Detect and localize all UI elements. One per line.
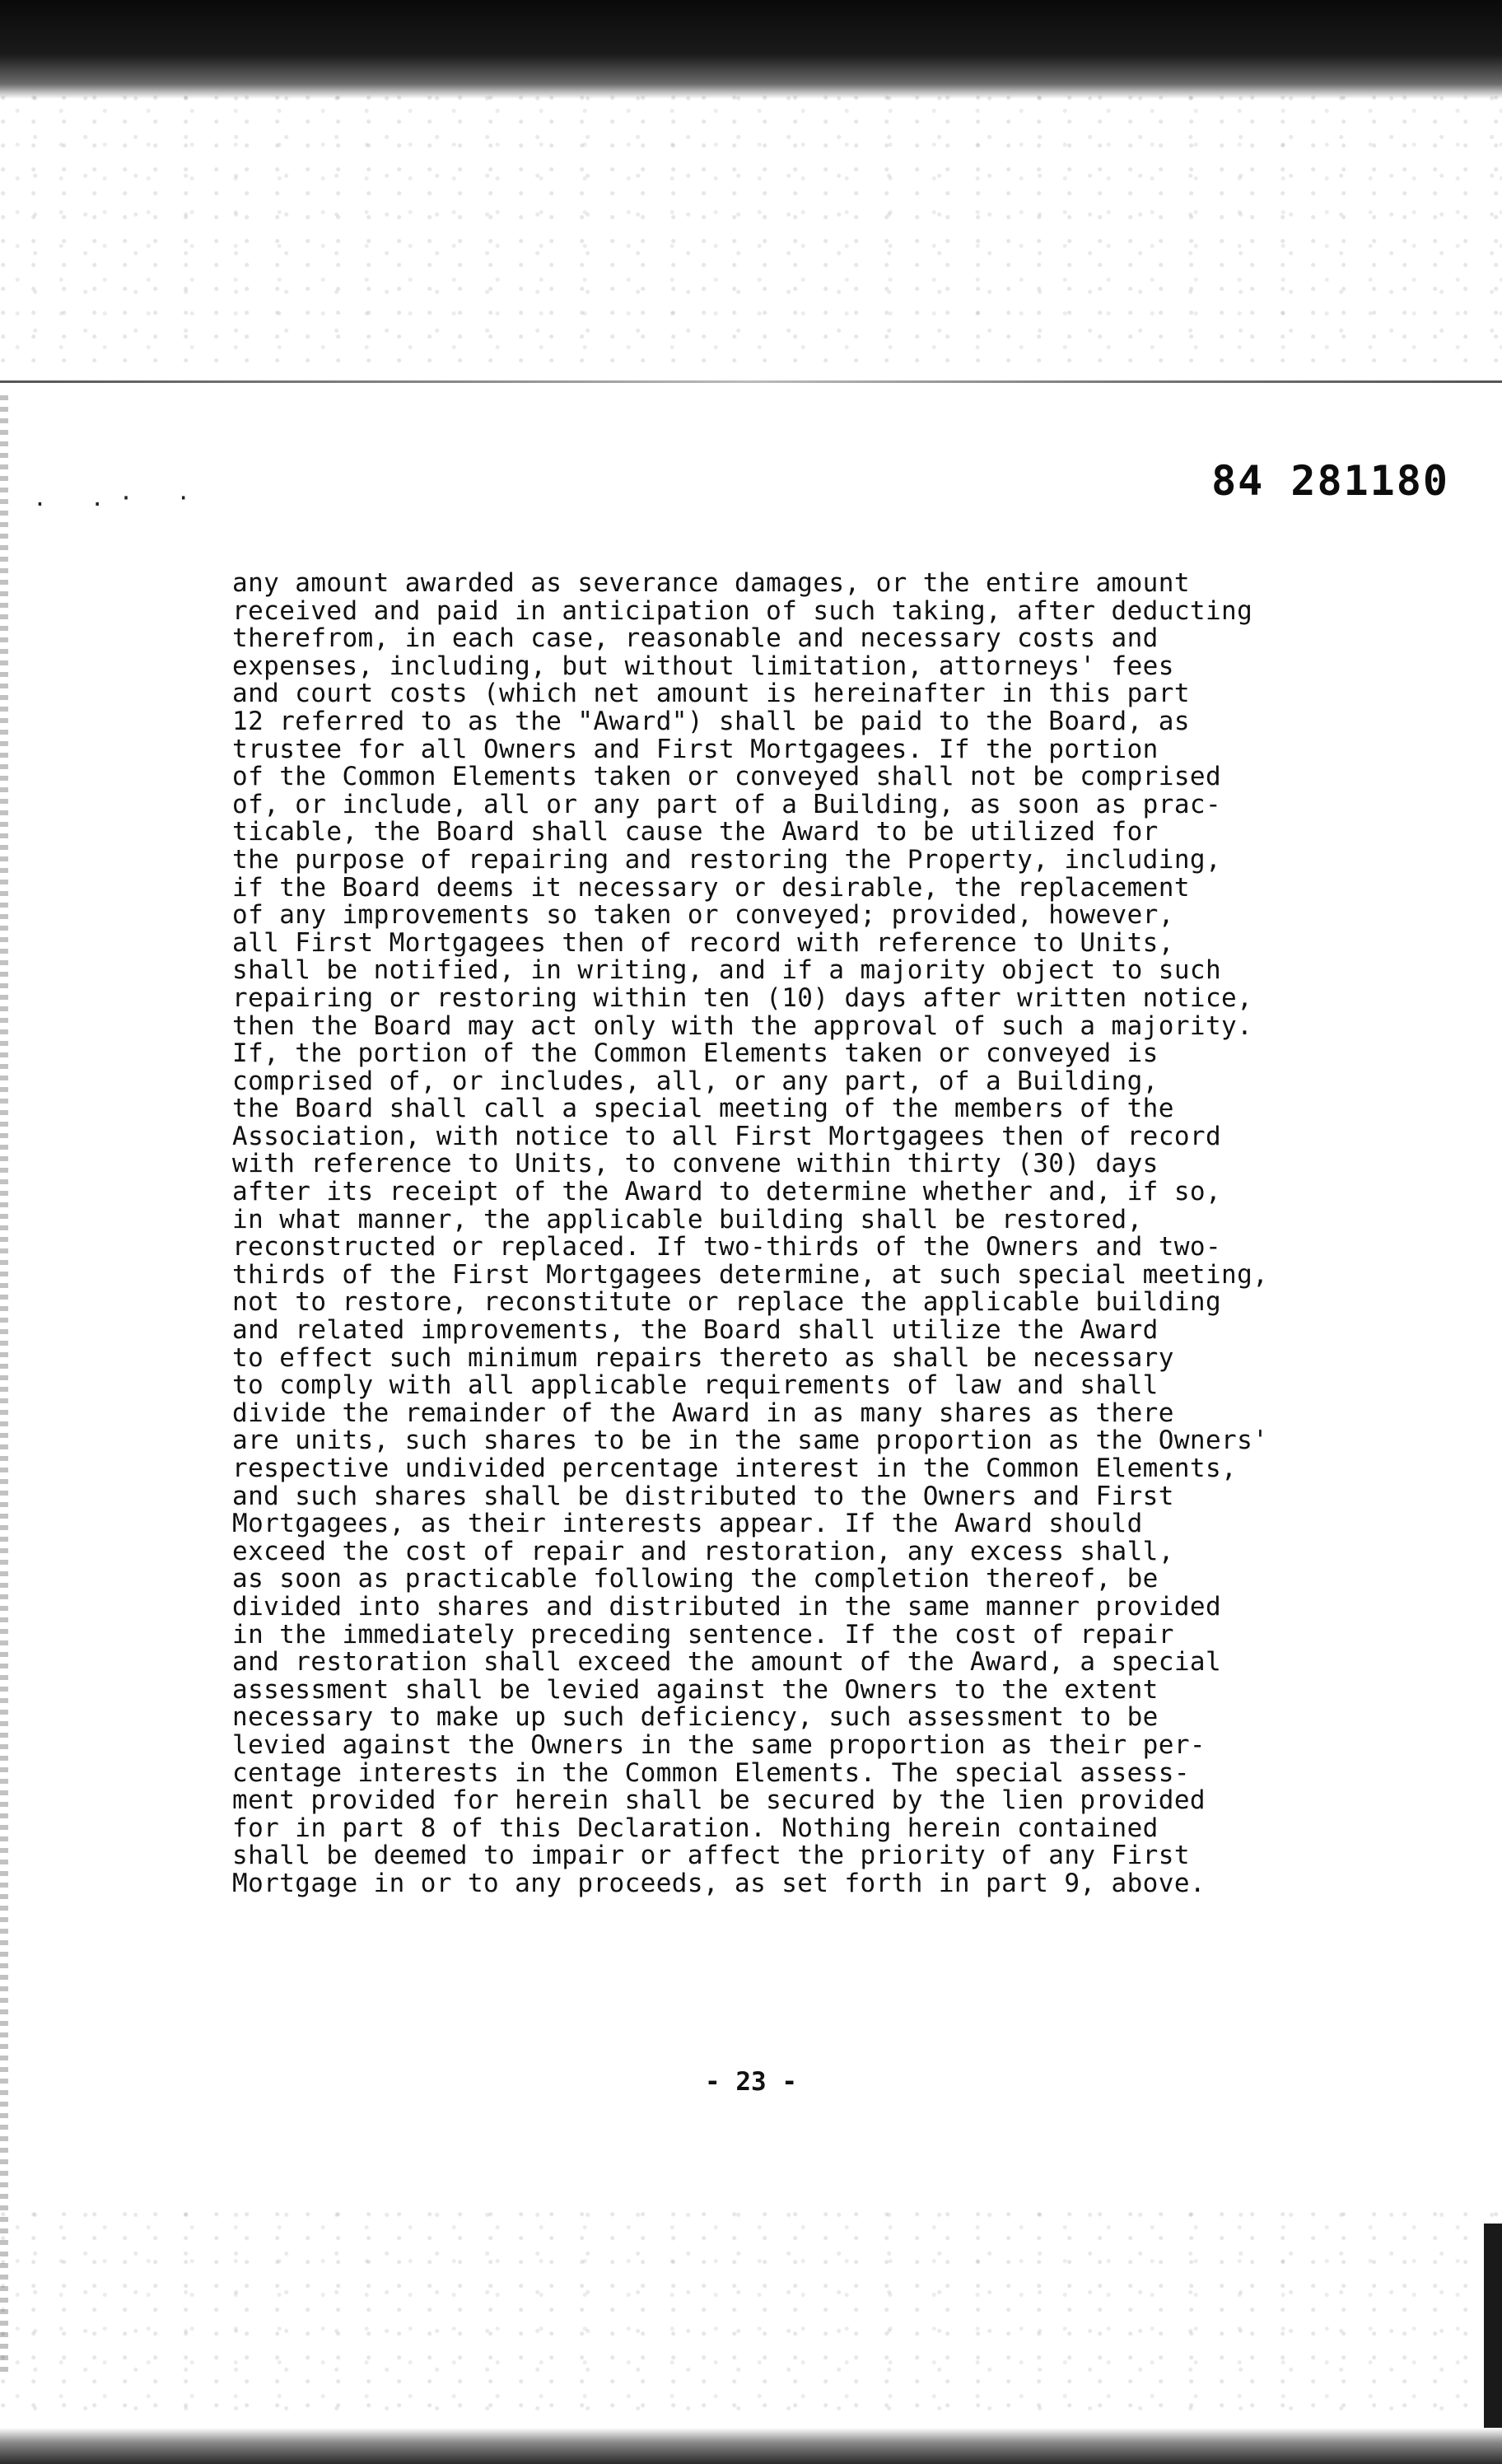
text-line: with reference to Units, to convene within thirty (30) days (232, 1149, 1159, 1179)
text-line: repairing or restoring within ten (10) days after written notice, (232, 982, 1253, 1013)
text-line: if the Board deems it necessary or desirable, the replacement (232, 872, 1190, 903)
text-line: any amount awarded as severance damages, or the entire amount (232, 568, 1190, 598)
page-number: - 23 - (705, 2067, 797, 2097)
text-line: and such shares shall be distributed to the Owners and First (232, 1481, 1174, 1511)
text-line: then the Board may act only with the approval of such a majority. (232, 1010, 1253, 1041)
text-line: in what manner, the applicable building shall be restored, (232, 1204, 1143, 1234)
document-body (232, 570, 1418, 1953)
text-line: for in part 8 of this Declaration. Nothing herein contained (232, 1813, 1159, 1843)
text-line: therefrom, in each case, reasonable and necessary costs and (232, 623, 1159, 654)
text-line: not to restore, reconstitute or replace the applicable building (232, 1287, 1222, 1318)
text-line: as soon as practicable following the completion thereof, be (232, 1564, 1159, 1594)
text-line: respective undivided percentage interest in the Common Elements, (232, 1454, 1238, 1483)
text-line: of any improvements so taken or conveyed; provided, however, (232, 900, 1174, 931)
text-line: divide the remainder of the Award in as many shares as there (232, 1398, 1174, 1428)
text-line: and related improvements, the Board shall utilize the Award (232, 1315, 1159, 1346)
text-line: Mortgage in or to any proceeds, as set forth in part 9, above. (232, 1868, 1206, 1898)
text-line: received and paid in anticipation of such taking, after deducting (232, 595, 1253, 626)
text-line: centage interests in the Common Elements. The special assess- (232, 1757, 1190, 1788)
text-line: all First Mortgagees then of record with reference to Units, (232, 927, 1174, 958)
text-line: are units, such shares to be in the same proportion as the Owners' (232, 1426, 1269, 1456)
text-line: 12 referred to as the "Award") shall be paid to the Board, as (232, 706, 1190, 736)
text-line: and restoration shall exceed the amount of the Award, a special (232, 1647, 1222, 1678)
text-line: the Board shall call a special meeting of the members of the (232, 1094, 1174, 1124)
text-line: shall be notified, in writing, and if a majority object to such (232, 955, 1222, 986)
text-line: thirds of the First Mortgagees determine, at such special meeting, (232, 1259, 1269, 1290)
text-line: the purpose of repairing and restoring the Property, including, (232, 844, 1222, 875)
text-line: If, the portion of the Common Elements taken or conveyed is (232, 1038, 1159, 1069)
scan-top-border (0, 0, 1502, 99)
scan-divider-line (0, 380, 1502, 383)
text-line: exceed the cost of repair and restoration, any excess shall, (232, 1536, 1174, 1566)
text-line: shall be deemed to impair or affect the priority of any First (232, 1841, 1190, 1871)
scan-noise-top (0, 91, 1502, 362)
text-line: to effect such minimum repairs thereto as shall be necessary (232, 1342, 1174, 1373)
text-line: assessment shall be levied against the Owners to the extent (232, 1674, 1159, 1705)
text-line: after its receipt of the Award to determine whether and, if so, (232, 1177, 1222, 1207)
text-line: to comply with all applicable requirements of law and shall (232, 1370, 1159, 1401)
margin-marks: . .· · (33, 484, 206, 511)
text-line: levied against the Owners in the same proportion as their per- (232, 1729, 1206, 1760)
text-line: divided into shares and distributed in the same manner provided (232, 1591, 1222, 1622)
scan-noise-bottom (0, 2207, 1502, 2421)
text-line: Association, with notice to all First Mortgagees then of record (232, 1121, 1222, 1151)
scan-left-edge (0, 395, 8, 2372)
text-line: Mortgagees, as their interests appear. If the Award should (232, 1509, 1143, 1539)
text-line: reconstructed or replaced. If two-thirds of the Owners and two- (232, 1232, 1222, 1262)
text-line: of, or include, all or any part of a Building, as soon as prac- (232, 789, 1222, 819)
text-line: in the immediately preceding sentence. If the cost of repair (232, 1619, 1174, 1650)
text-line: expenses, including, but without limitation, attorneys' fees (232, 651, 1174, 681)
text-line: trustee for all Owners and First Mortgagees. If the portion (232, 734, 1159, 764)
scan-bottom-border (0, 2428, 1502, 2464)
text-line: necessary to make up such deficiency, such assessment to be (232, 1702, 1159, 1733)
recording-number: 84 281180 (1211, 457, 1449, 505)
text-line: ticable, the Board shall cause the Award to be utilized for (232, 817, 1159, 847)
text-line: comprised of, or includes, all, or any part, of a Building, (232, 1066, 1159, 1096)
text-line: of the Common Elements taken or conveyed shall not be comprised (232, 762, 1222, 792)
text-line: and court costs (which net amount is hereinafter in this part (232, 679, 1190, 709)
text-line: ment provided for herein shall be secured by the lien provided (232, 1785, 1206, 1816)
